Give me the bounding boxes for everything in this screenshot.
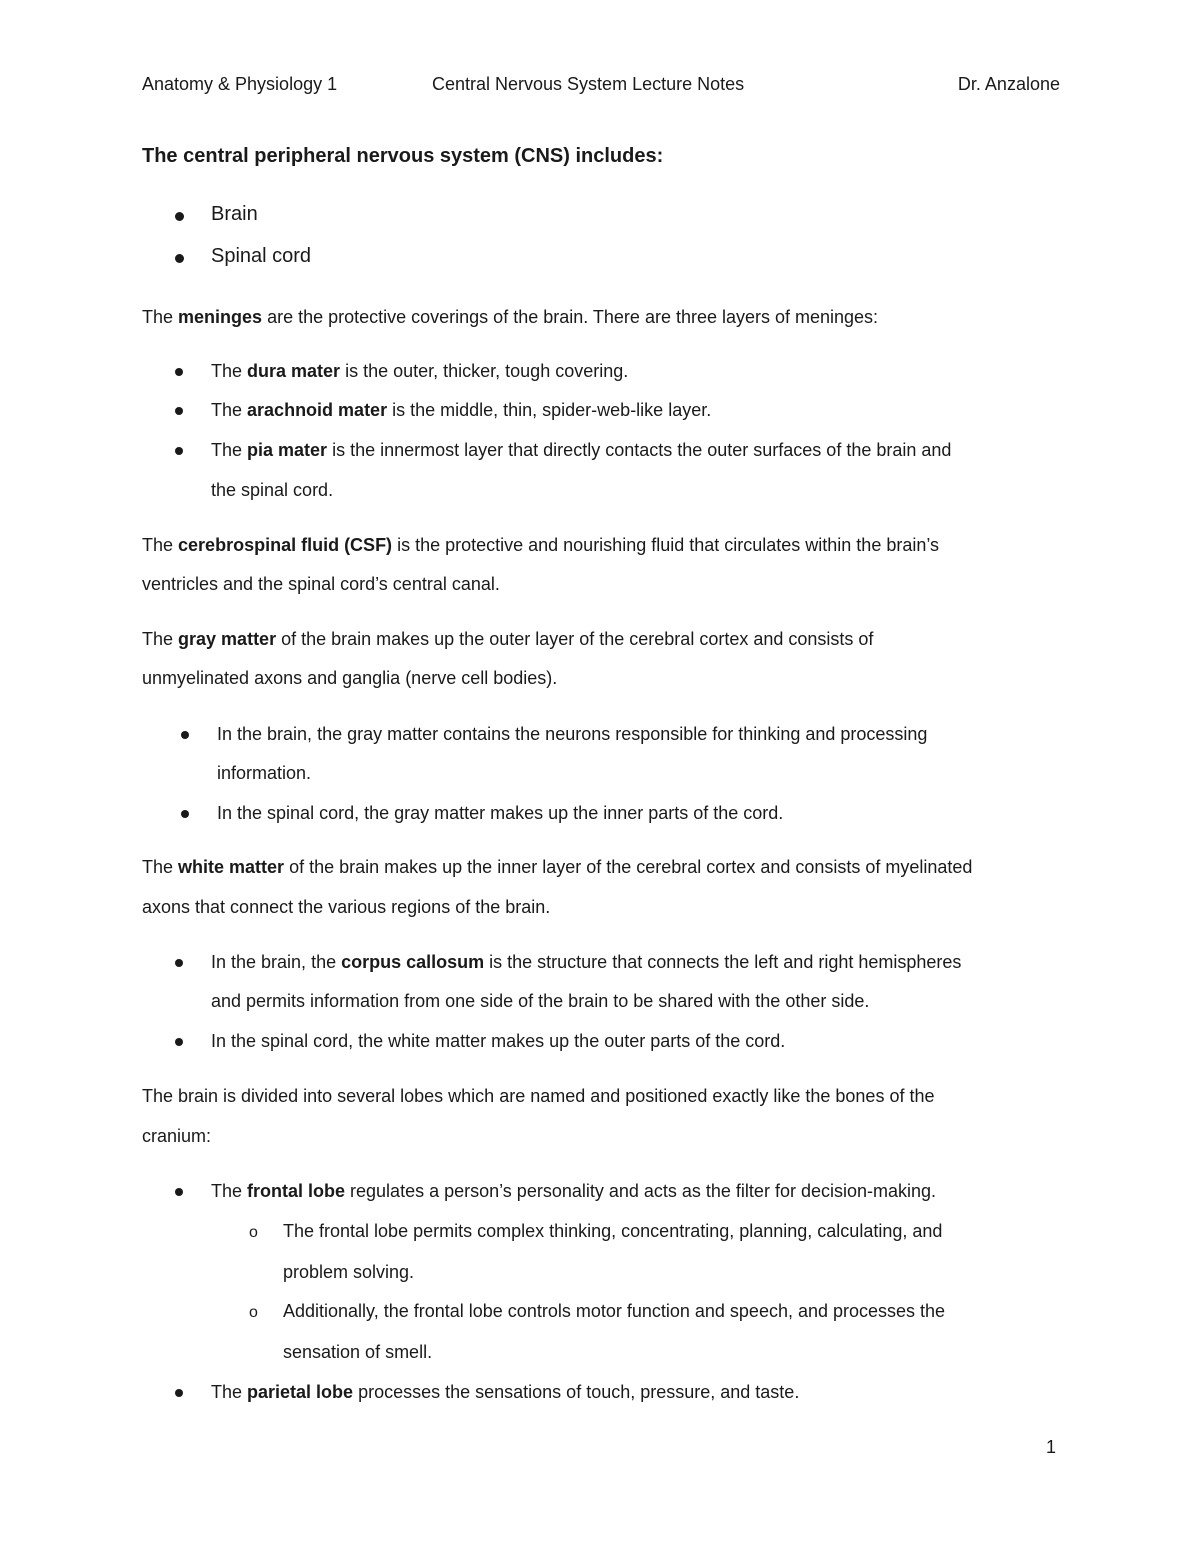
lobes-paragraph-line1: The brain is divided into several lobes which are named and positioned exactly like the bones of the (142, 1086, 935, 1106)
bullet-icon (175, 407, 183, 415)
bullet-icon (175, 959, 183, 967)
frontal-sub-item-motor-continued: sensation of smell. (283, 1342, 433, 1362)
bullet-icon (181, 810, 189, 818)
meninges-intro: The meninges are the protective coverings of the brain. There are three layers of meninges: (142, 307, 879, 327)
lobe-item-frontal: The frontal lobe regulates a person’s personality and acts as the filter for decision-making. (211, 1181, 937, 1201)
circle-bullet-icon: o (249, 1224, 258, 1241)
meninges-item-pia-continued: the spinal cord. (211, 480, 334, 500)
cns-heading: The central peripheral nervous system (CNS) includes: (142, 145, 664, 167)
white-matter-paragraph-line2: axons that connect the various regions of the brain. (142, 897, 551, 917)
lobes-paragraph-line2: cranium: (142, 1126, 212, 1146)
circle-bullet-icon: o (249, 1304, 258, 1321)
white-matter-item-spinal: In the spinal cord, the white matter makes up the outer parts of the cord. (211, 1031, 786, 1051)
cns-item-spinal-cord: Spinal cord (211, 245, 312, 267)
gray-matter-paragraph-line2: unmyelinated axons and ganglia (nerve cell bodies). (142, 668, 558, 688)
header-author: Dr. Anzalone (957, 74, 1060, 94)
csf-paragraph-line2: ventricles and the spinal cord’s central canal. (142, 574, 500, 594)
bullet-icon (175, 368, 183, 376)
meninges-item-dura: The dura mater is the outer, thicker, tough covering. (211, 361, 629, 381)
gray-matter-paragraph-line1: The gray matter of the brain makes up the outer layer of the cerebral cortex and consists of (142, 629, 874, 649)
page-number: 1 (1046, 1437, 1057, 1457)
header-course-title: Anatomy & Physiology 1 (142, 74, 338, 94)
cns-item-brain: Brain (211, 203, 258, 225)
gray-matter-item-spinal: In the spinal cord, the gray matter makes up the inner parts of the cord. (217, 803, 784, 823)
gray-matter-item-brain: In the brain, the gray matter contains the neurons responsible for thinking and processing (217, 724, 928, 744)
header-document-title: Central Nervous System Lecture Notes (432, 74, 745, 94)
bullet-icon (175, 212, 184, 221)
bullet-icon (175, 1188, 183, 1196)
bullet-icon (175, 447, 183, 455)
page-header (142, 74, 1060, 100)
bullet-icon (175, 254, 184, 263)
gray-matter-item-brain-continued: information. (217, 763, 312, 783)
white-matter-paragraph-line1: The white matter of the brain makes up the inner layer of the cerebral cortex and consists of myelinated (142, 857, 973, 877)
csf-paragraph-line1: The cerebrospinal fluid (CSF) is the protective and nourishing fluid that circulates within the brain’s (142, 535, 940, 555)
lobe-item-parietal: The parietal lobe processes the sensations of touch, pressure, and taste. (211, 1382, 800, 1402)
bullet-icon (181, 731, 189, 739)
frontal-sub-item-motor: Additionally, the frontal lobe controls motor function and speech, and processes the (283, 1301, 946, 1321)
frontal-sub-item-thinking: The frontal lobe permits complex thinking, concentrating, planning, calculating, and (283, 1221, 943, 1241)
white-matter-item-corpus-callosum: In the brain, the corpus callosum is the structure that connects the left and right hemispheres (211, 952, 962, 972)
bullet-icon (175, 1038, 183, 1046)
meninges-item-arachnoid: The arachnoid mater is the middle, thin, spider-web-like layer. (211, 400, 712, 420)
bullet-icon (175, 1389, 183, 1397)
meninges-item-pia: The pia mater is the innermost layer that directly contacts the outer surfaces of the brain and (211, 440, 952, 460)
white-matter-item-corpus-callosum-continued: and permits information from one side of the brain to be shared with the other side. (211, 991, 870, 1011)
frontal-sub-item-thinking-continued: problem solving. (283, 1262, 415, 1282)
